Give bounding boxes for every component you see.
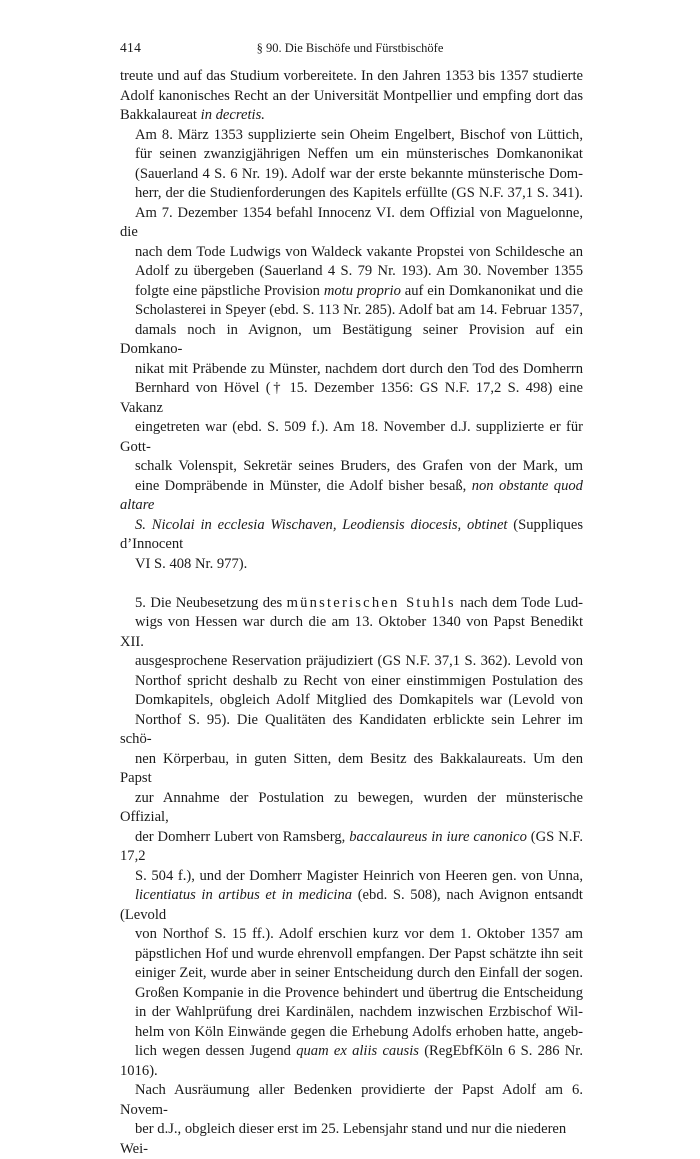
text-line (120, 87, 583, 107)
text-run: Domkapitels, obgleich Adolf Mitglied des Domkapitels war (Levold von (135, 692, 583, 708)
text-run: von Northof S. 15 ff.). Adolf erschien kurz vor dem 1. Oktober 1357 am (135, 926, 583, 942)
text-run: folgte eine päpstliche Provision (135, 283, 324, 299)
text-run: 5. Die Neubesetzung des (135, 595, 287, 611)
text-line (120, 750, 583, 789)
text-line (120, 360, 583, 380)
text-run: (GS N.F. 17,2 (120, 829, 583, 865)
text-line (120, 262, 583, 282)
text-run: wigs von Hessen war durch die am 13. Oktober 1340 von Papst Benedikt XII. (120, 614, 583, 650)
text-run: päpstlichen Hof und wurde ehrenvoll empfangen. Der Papst schätzte ihn seit (135, 946, 583, 962)
text-run: Scholasterei in Speyer (ebd. S. 113 Nr. 285). Adolf bat am 14. Februar 1357, (135, 302, 583, 318)
paragraph (120, 126, 583, 575)
text-line (120, 204, 583, 243)
text-line (120, 457, 583, 477)
spaced-text: münsterischen Stuhls (287, 595, 456, 611)
text-run: der Domherr Lubert von Ramsberg, (135, 829, 349, 845)
text-run: nach dem Tode Lud- (456, 595, 583, 611)
text-run: helm von Köln Einwände gegen die Erhebung Adolfs erhoben hatte, angeb- (135, 1024, 583, 1040)
text-line (120, 828, 583, 867)
text-run: nen Körperbau, in guten Sitten, dem Besitz des Bakkalaureats. Um den Papst (120, 751, 583, 787)
text-run: (RegEbfKöln 6 S. 286 Nr. 1016). (120, 1043, 583, 1079)
italic-text: baccalaureus in iure canonico (349, 829, 527, 845)
running-title: § 90. Die Bischöfe und Fürstbischöfe (120, 41, 580, 56)
text-line (120, 1003, 583, 1023)
text-line (120, 555, 583, 575)
text-run: nikat mit Präbende zu Münster, nachdem dort durch den Tod des Domherrn (135, 361, 583, 377)
text-line (120, 652, 583, 672)
text-run: Northof spricht deshalb zu Recht von einer einstimmigen Postulation des (135, 673, 583, 689)
italic-text: in decretis. (201, 107, 265, 123)
text-run: nach dem Tode Ludwigs von Waldeck vakante Propstei von Schildesche an (135, 244, 583, 260)
text-line (120, 165, 583, 185)
text-run: in der Wahlprüfung drei Kardinälen, nachdem inzwischen Erzbischof Wil- (135, 1004, 583, 1020)
italic-text: non obstante quod altare (120, 478, 583, 514)
page-number: 414 (120, 40, 141, 56)
text-line (120, 1023, 583, 1043)
text-run: einiger Zeit, wurde aber in seiner Entscheidung durch den Einfall der sogen. (135, 965, 583, 981)
text-run: Adolf zu übergeben (Sauerland 4 S. 79 Nr. 193). Am 30. November 1355 (135, 263, 583, 279)
text-run: auf ein Domkanonikat und die (401, 283, 583, 299)
text-run: zur Annahme der Postulation zu bewegen, wurden der münsterische Offizial, (120, 790, 583, 826)
page-header (120, 40, 580, 60)
text-line (120, 964, 583, 984)
text-line (120, 945, 583, 965)
italic-text: S. Nicolai in ecclesia Wischaven, Leodiensis diocesis, obtinet (135, 517, 507, 533)
text-run: lich wegen dessen Jugend (135, 1043, 296, 1059)
text-run: VI S. 408 Nr. 977). (135, 556, 247, 572)
paragraph (120, 594, 583, 1159)
italic-text: quam ex aliis causis (296, 1043, 419, 1059)
italic-text: licentiatus in artibus et in medicina (135, 887, 352, 903)
text-line (120, 477, 583, 516)
text-line (120, 301, 583, 321)
text-line (120, 711, 583, 750)
text-line (120, 282, 583, 302)
text-run: Adolf kanonisches Recht an der Universität Montpellier und empfing dort das (120, 88, 583, 104)
text-line (120, 672, 583, 692)
text-line (120, 321, 583, 360)
text-run: Bakkalaureat (120, 107, 201, 123)
text-run: Nach Ausräumung aller Bedenken providierte der Papst Adolf am 6. Novem- (120, 1082, 583, 1118)
text-line (120, 789, 583, 828)
text-run: Am 8. März 1353 supplizierte sein Oheim Engelbert, Bischof von Lüttich, (135, 127, 583, 143)
text-line (120, 984, 583, 1004)
body-text (120, 67, 583, 1159)
text-line (120, 594, 583, 614)
text-run: herr, der die Studienforderungen des Kapitels erfüllte (GS N.F. 37,1 S. 341). (135, 185, 583, 201)
paragraph (120, 67, 583, 126)
text-line (120, 1081, 583, 1120)
text-run: eine Dompräbende in Münster, die Adolf bisher besaß, (135, 478, 472, 494)
text-line (120, 886, 583, 925)
text-line (120, 106, 583, 126)
text-run: (Sauerland 4 S. 6 Nr. 19). Adolf war der erste bekannte münsterische Dom- (135, 166, 583, 182)
text-line (120, 243, 583, 263)
text-line (120, 516, 583, 555)
text-run: S. 504 f.), und der Domherr Magister Heinrich von Heeren gen. von Unna, (135, 868, 583, 884)
text-line (120, 126, 583, 146)
text-run: ausgesprochene Reservation präjudiziert (GS N.F. 37,1 S. 362). Levold von (135, 653, 583, 669)
italic-text: motu proprio (324, 283, 401, 299)
text-line (120, 145, 583, 165)
text-line (120, 1120, 583, 1159)
text-line (120, 691, 583, 711)
text-run: schalk Volenspit, Sekretär seines Bruders, des Grafen von der Mark, um (135, 458, 583, 474)
text-line (120, 418, 583, 457)
text-line (120, 379, 583, 418)
text-run: ber d.J., obgleich dieser erst im 25. Lebensjahr stand und nur die niederen Wei- (120, 1121, 566, 1157)
text-run: damals noch in Avignon, um Bestätigung seiner Provision auf ein Domkano- (120, 322, 583, 358)
text-run: Am 7. Dezember 1354 befahl Innocenz VI. dem Offizial von Maguelonne, die (120, 205, 583, 241)
text-line (120, 867, 583, 887)
text-run: treute und auf das Studium vorbereitete. In den Jahren 1353 bis 1357 studierte (120, 68, 583, 84)
text-line (120, 184, 583, 204)
text-run: für seinen zwanzigjährigen Neffen um ein münsterisches Domkanonikat (135, 146, 583, 162)
text-run: Großen Kompanie in die Provence behindert und übertrug die Entscheidung (135, 985, 583, 1001)
text-run: Bernhard von Hövel († 15. Dezember 1356: GS N.F. 17,2 S. 498) eine Vakanz (120, 380, 583, 416)
text-run: (Suppliques d’Innocent (120, 517, 583, 553)
text-line (120, 613, 583, 652)
text-run: eingetreten war (ebd. S. 509 f.). Am 18. November d.J. supplizierte er für Gott- (120, 419, 583, 455)
text-line (120, 925, 583, 945)
text-run: Northof S. 95). Die Qualitäten des Kandidaten erblickte sein Lehrer im schö- (120, 712, 583, 748)
text-run: (ebd. S. 508), nach Avignon entsandt (Levold (120, 887, 583, 923)
text-line (120, 67, 583, 87)
